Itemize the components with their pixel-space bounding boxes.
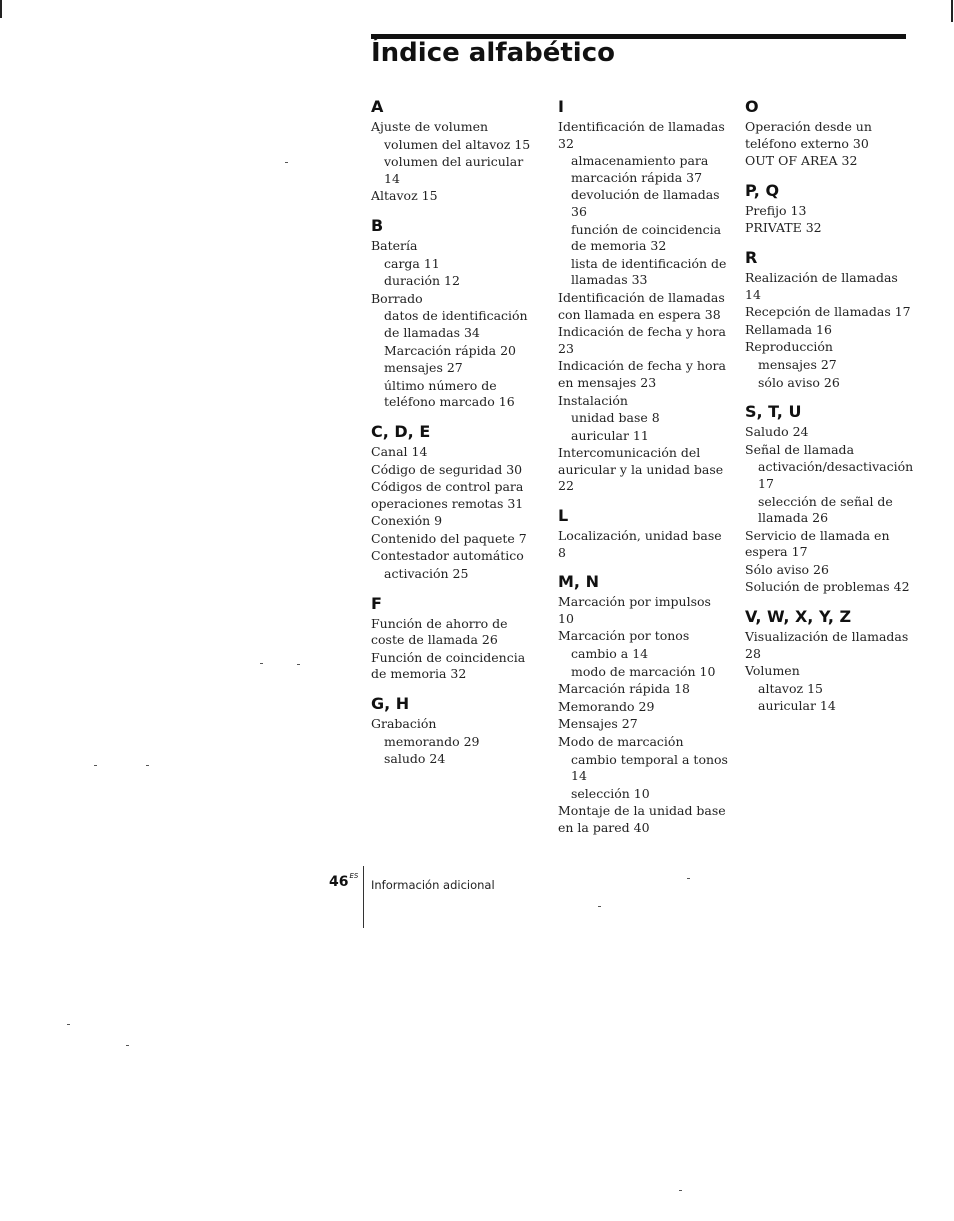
index-subentry: activación/desactivación 17 bbox=[758, 459, 914, 491]
index-subentry: mensajes 27 bbox=[758, 356, 837, 372]
index-entry: Marcación por tonos bbox=[558, 628, 690, 644]
scan-speck bbox=[260, 663, 263, 664]
index-section bbox=[745, 403, 915, 596]
index-column-3 bbox=[745, 98, 915, 727]
index-entry: Mensajes 27 bbox=[558, 716, 638, 732]
index-column-1 bbox=[371, 98, 541, 780]
index-subentry: modo de marcación 10 bbox=[571, 663, 716, 679]
index-subentry: lista de identificación de llamadas 33 bbox=[571, 255, 727, 288]
index-letter-heading: O bbox=[745, 97, 759, 116]
index-section bbox=[745, 98, 915, 170]
index-entry: Volumen bbox=[745, 663, 800, 679]
footer-divider bbox=[363, 866, 364, 928]
index-subentry: altavoz 15 bbox=[758, 680, 823, 696]
index-entry: Sólo aviso 26 bbox=[745, 561, 829, 577]
index-entry: Intercomunicación del auricular y la unidad base 22 bbox=[558, 445, 724, 494]
index-subentry: Marcación rápida 20 bbox=[384, 342, 516, 358]
index-letter-heading: F bbox=[371, 593, 382, 613]
index-letter-heading: G, H bbox=[371, 694, 410, 714]
index-subentry: unidad base 8 bbox=[571, 410, 660, 426]
index-entry: Indicación de fecha y hora 23 bbox=[558, 324, 726, 356]
index-entry: Localización, unidad base 8 bbox=[558, 528, 722, 560]
index-entry: Indicación de fecha y hora en mensajes 23 bbox=[558, 358, 726, 390]
index-subentry: último número de teléfono marcado 16 bbox=[384, 377, 515, 410]
index-subentry: selección de señal de llamada 26 bbox=[758, 493, 893, 526]
index-entry: Modo de marcación bbox=[558, 734, 684, 749]
index-entry: Servicio de llamada en espera 17 bbox=[745, 527, 890, 560]
scan-speck bbox=[687, 878, 690, 879]
index-entry: Función de ahorro de coste de llamada 26 bbox=[371, 615, 508, 648]
index-entry: Visualización de llamadas 28 bbox=[745, 629, 909, 661]
page-title: Índice alfabético bbox=[371, 38, 615, 68]
index-section bbox=[558, 573, 728, 836]
index-entry: Reproducción bbox=[745, 339, 833, 355]
index-subentry: datos de identificación de llamadas 34 bbox=[384, 308, 528, 340]
page-lang: ES bbox=[349, 872, 359, 880]
index-entry: Saludo 24 bbox=[745, 424, 809, 440]
index-entry: Identificación de llamadas con llamada en espera 38 bbox=[558, 289, 725, 322]
scan-speck bbox=[126, 1045, 129, 1046]
index-section bbox=[371, 695, 541, 768]
index-subentry: volumen del altavoz 15 bbox=[384, 136, 531, 152]
index-subentry: selección 10 bbox=[571, 785, 650, 801]
index-entry: Canal 14 bbox=[371, 443, 428, 459]
index-entry: Conexión 9 bbox=[371, 513, 443, 529]
edge-mark-left bbox=[0, 0, 2, 18]
scan-speck bbox=[598, 906, 601, 907]
index-section bbox=[745, 182, 915, 237]
index-letter-heading: C, D, E bbox=[371, 421, 431, 441]
scan-speck bbox=[285, 162, 288, 163]
scan-speck bbox=[146, 765, 149, 766]
index-entry: Contestador automático bbox=[371, 548, 524, 564]
index-subentry: volumen del auricular 14 bbox=[384, 154, 524, 186]
index-entry: Recepción de llamadas 17 bbox=[745, 304, 911, 320]
index-entry: Ajuste de volumen bbox=[371, 119, 489, 134]
index-entry: Código de seguridad 30 bbox=[371, 461, 523, 477]
index-letter-heading: S, T, U bbox=[745, 402, 802, 422]
index-subentry: duración 12 bbox=[384, 273, 460, 289]
index-subentry: almacenamiento para marcación rápida 37 bbox=[571, 153, 709, 185]
index-letter-heading: A bbox=[371, 97, 384, 116]
index-entry: Códigos de control para operaciones remotas 31 bbox=[371, 479, 524, 511]
index-entry: Rellamada 16 bbox=[745, 321, 832, 337]
index-letter-heading: P, Q bbox=[745, 180, 780, 200]
index-entry: Batería bbox=[371, 237, 418, 253]
index-letter-heading: M, N bbox=[558, 572, 599, 592]
index-subentry: memorando 29 bbox=[384, 733, 480, 749]
index-subentry: carga 11 bbox=[384, 255, 440, 271]
index-subentry: devolución de llamadas 36 bbox=[571, 187, 720, 219]
index-section bbox=[371, 98, 541, 205]
index-subentry: auricular 14 bbox=[758, 698, 836, 714]
index-subentry: mensajes 27 bbox=[384, 360, 463, 376]
scan-speck bbox=[297, 664, 300, 665]
index-section bbox=[745, 608, 915, 715]
index-section bbox=[745, 249, 915, 391]
index-entry: Identificación de llamadas 32 bbox=[558, 119, 725, 151]
index-entry: Altavoz 15 bbox=[371, 188, 438, 204]
page-number bbox=[329, 874, 358, 890]
scan-speck bbox=[67, 1024, 70, 1025]
index-entry: Solución de problemas 42 bbox=[745, 579, 910, 595]
index-entry: Prefijo 13 bbox=[745, 202, 807, 218]
index-section bbox=[558, 98, 728, 495]
index-letter-heading: L bbox=[558, 506, 569, 526]
index-entry: Realización de llamadas 14 bbox=[745, 269, 898, 302]
index-section bbox=[558, 507, 728, 561]
index-letter-heading: R bbox=[745, 247, 758, 267]
index-entry: Operación desde un teléfono externo 30 bbox=[745, 119, 872, 151]
index-section bbox=[371, 595, 541, 683]
index-letter-heading: B bbox=[371, 215, 384, 235]
edge-mark-right bbox=[951, 0, 953, 22]
index-entry: Marcación por impulsos 10 bbox=[558, 594, 711, 626]
index-entry: Montaje de la unidad base en la pared 40 bbox=[558, 803, 726, 835]
scan-speck bbox=[94, 765, 97, 766]
index-entry: Memorando 29 bbox=[558, 698, 655, 714]
index-subentry: sólo aviso 26 bbox=[758, 374, 840, 390]
index-entry: Borrado bbox=[371, 290, 423, 306]
index-entry: Instalación bbox=[558, 392, 628, 408]
index-entry: Señal de llamada bbox=[745, 441, 855, 457]
index-section bbox=[371, 217, 541, 411]
footer-section-label: Información adicional bbox=[371, 878, 495, 892]
index-entry: OUT OF AREA 32 bbox=[745, 153, 858, 169]
index-subentry: activación 25 bbox=[384, 566, 469, 582]
index-entry: Función de coincidencia de memoria 32 bbox=[371, 649, 526, 682]
index-entry: Marcación rápida 18 bbox=[558, 681, 690, 697]
index-entry: Contenido del paquete 7 bbox=[371, 530, 527, 546]
index-letter-heading: I bbox=[558, 97, 564, 116]
index-letter-heading: V, W, X, Y, Z bbox=[745, 607, 852, 627]
index-section bbox=[371, 423, 541, 583]
index-column-2 bbox=[558, 98, 728, 849]
index-entry: Grabación bbox=[371, 716, 437, 732]
scan-speck bbox=[679, 1190, 682, 1191]
index-subentry: función de coincidencia de memoria 32 bbox=[571, 221, 722, 254]
index-subentry: cambio temporal a tonos 14 bbox=[571, 751, 728, 784]
index-subentry: auricular 11 bbox=[571, 427, 649, 443]
page-number-value: 46 bbox=[329, 874, 349, 890]
index-entry: PRIVATE 32 bbox=[745, 220, 822, 236]
index-subentry: saludo 24 bbox=[384, 751, 446, 767]
index-subentry: cambio a 14 bbox=[571, 646, 649, 662]
